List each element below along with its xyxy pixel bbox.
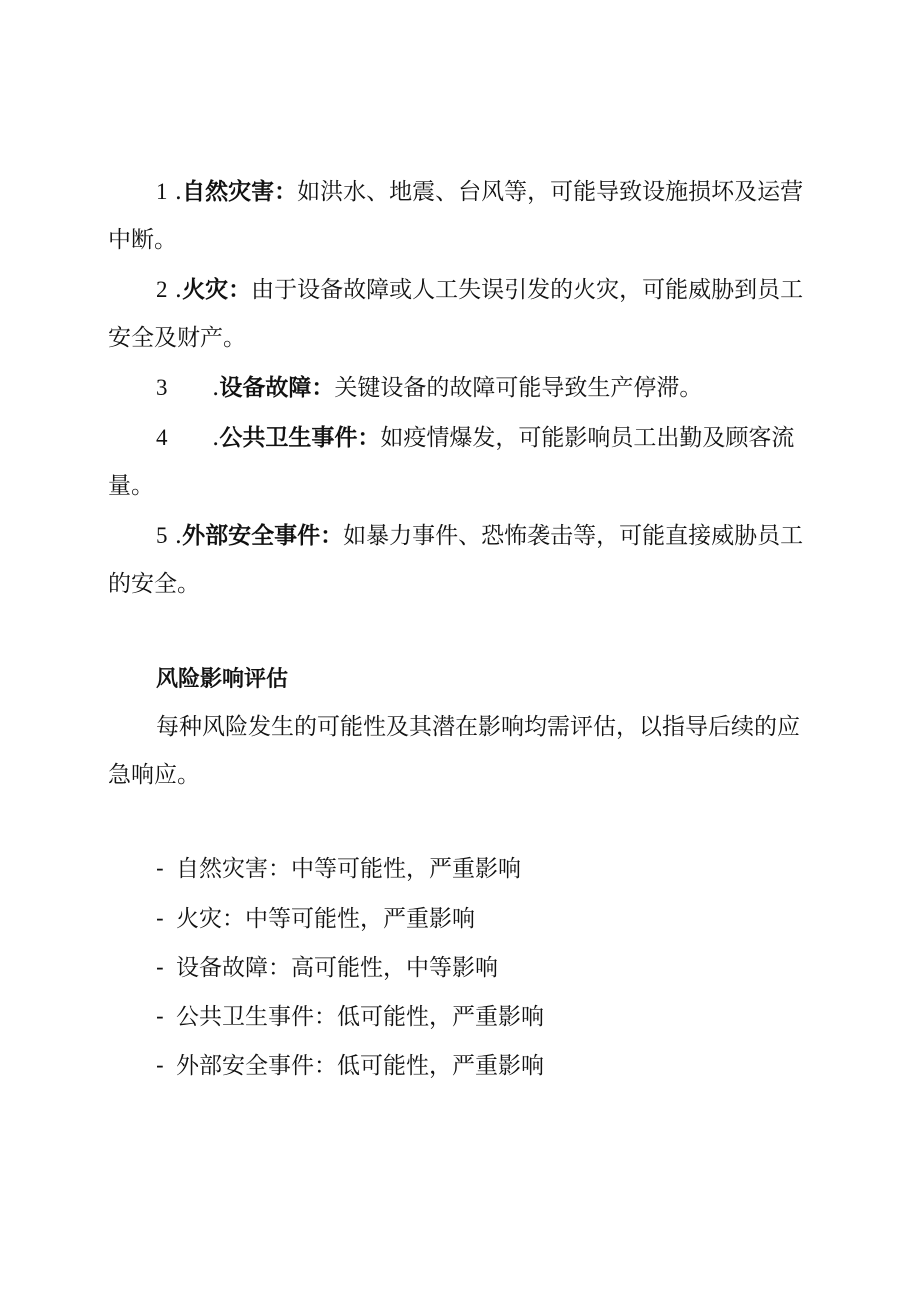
section-heading: 风险影响评估 <box>156 667 289 692</box>
assessment-intro-line1: 每种风险发生的可能性及其潜在影响均需评估，以指导后续的应 <box>156 714 800 740</box>
risk-item-4-text: 如疫情爆发，可能影响员工出勤及顾客流 <box>380 425 795 451</box>
risk-item-1-text: 如洪水、地震、台风等，可能导致设施损坏及运营 <box>297 179 804 205</box>
assessment-list-item-text: 自然灾害：中等可能性，严重影响 <box>176 856 521 882</box>
list-dash: - <box>156 906 164 932</box>
risk-item-3-separator: . <box>212 375 220 401</box>
risk-item-1-separator: . <box>167 179 183 205</box>
assessment-list-item <box>156 854 521 884</box>
assessment-list-item-text: 外部安全事件：低可能性，严重影响 <box>176 1053 544 1079</box>
risk-item-5-separator: . <box>167 523 183 549</box>
risk-item-5-number: 5 <box>156 523 168 548</box>
assessment-list-item <box>156 953 498 983</box>
risk-item-4-line1 <box>156 423 794 453</box>
list-dash: - <box>156 955 164 981</box>
risk-item-4-number: 4 <box>156 425 168 450</box>
list-dash: - <box>156 856 164 882</box>
risk-item-2-number: 2 <box>156 277 168 302</box>
list-dash: - <box>156 1004 164 1030</box>
risk-item-2-separator: . <box>167 277 183 303</box>
assessment-list-item <box>156 1002 544 1032</box>
assessment-list-item <box>156 1051 544 1081</box>
risk-item-5-text: 如暴力事件、恐怖袭击等，可能直接威胁员工 <box>343 523 804 549</box>
risk-item-4-line2: 量。 <box>108 473 154 499</box>
risk-item-3-text: 关键设备的故障可能导致生产停滞。 <box>334 375 703 401</box>
risk-item-1-number: 1 <box>156 179 168 204</box>
risk-item-1-line2: 中断。 <box>108 227 177 253</box>
risk-item-2-line1 <box>156 275 803 305</box>
risk-item-3-title: 设备故障： <box>219 375 335 401</box>
assessment-list-item-text: 火灾：中等可能性，严重影响 <box>176 906 475 932</box>
assessment-list-item <box>156 904 475 934</box>
risk-item-2-text: 由于设备故障或人工失误引发的火灾，可能威胁到员工 <box>251 277 804 303</box>
risk-item-3-line1 <box>156 373 702 403</box>
assessment-intro-line2: 急响应。 <box>108 762 200 788</box>
risk-item-5-title: 外部安全事件： <box>182 523 344 549</box>
risk-item-2-title: 火灾： <box>182 277 252 303</box>
risk-item-5-line2: 的安全。 <box>108 571 200 597</box>
list-dash: - <box>156 1053 164 1079</box>
risk-item-5-line1 <box>156 521 803 551</box>
assessment-list-item-text: 设备故障：高可能性，中等影响 <box>176 955 498 981</box>
risk-item-1-line1 <box>156 177 803 207</box>
risk-item-4-separator: . <box>212 425 220 451</box>
assessment-list-item-text: 公共卫生事件：低可能性，严重影响 <box>176 1004 544 1030</box>
risk-item-2-line2: 安全及财产。 <box>108 325 246 351</box>
risk-item-4-title: 公共卫生事件： <box>219 425 381 451</box>
risk-item-3-number: 3 <box>156 375 168 400</box>
risk-item-1-title: 自然灾害： <box>182 179 298 205</box>
